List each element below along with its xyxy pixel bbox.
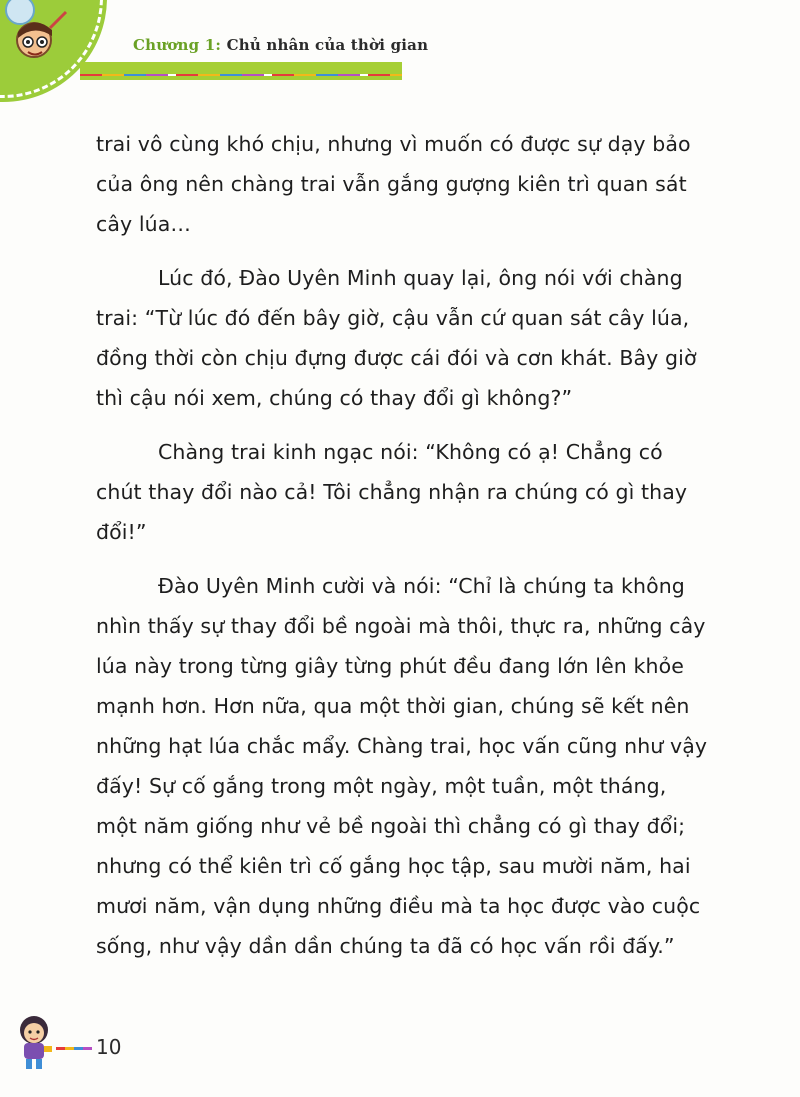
footer-stripe	[56, 1047, 92, 1050]
kid-illustration	[14, 1012, 58, 1072]
chapter-title: Chủ nhân của thời gian	[226, 36, 429, 54]
page-number: 10	[96, 1035, 122, 1059]
paragraph: trai vô cùng khó chịu, nhưng vì muốn có được sự dạy bảo của ông nên chàng trai vẫn gắng gượng kiên trì quan sát cây lúa…	[96, 132, 691, 236]
paragraph: Chàng trai kinh ngạc nói: “Không có ạ! Chẳng có chút thay đổi nào cả! Tôi chẳng nhận ra chúng có gì thay đổi!”	[96, 440, 688, 544]
header-stripes	[80, 74, 402, 76]
chapter-label: Chương 1:	[133, 36, 222, 54]
paragraph: Đào Uyên Minh cười và nói: “Chỉ là chúng ta không nhìn thấy sự thay đổi bề ngoài mà thôi, thực ra, những cây lúa này trong từng giây từng phút đều đang lớn lên khỏe mạnh hơn. Hơn nữa, qua một thời gian, chúng sẽ kết nên những hạt lúa chắc mẩy. Chàng trai, học vấn cũng như vậy đấy! Sự cố gắng trong một ngày, một tuần, một tháng, một năm giống như vẻ bề ngoài thì chẳng có gì thay đổi; nhưng có thể kiên trì cố gắng học tập, sau mười năm, hai mươi năm, vận dụng những điều mà ta học được vào cuộc sống, như vậy dần dần chúng ta đã có học vấn rồi đấy.”	[96, 574, 708, 958]
paragraph: Lúc đó, Đào Uyên Minh quay lại, ông nói với chàng trai: “Từ lúc đó đến bây giờ, cậu vẫn cứ quan sát cây lúa, đồng thời còn chịu đựng được cái đói và cơn khát. Bây giờ thì cậu nói xem, chúng có thay đổi gì không?”	[96, 266, 697, 410]
chapter-header	[133, 36, 428, 54]
mascot-illustration	[0, 0, 80, 80]
header-bar	[80, 62, 402, 80]
page-body	[96, 124, 712, 980]
